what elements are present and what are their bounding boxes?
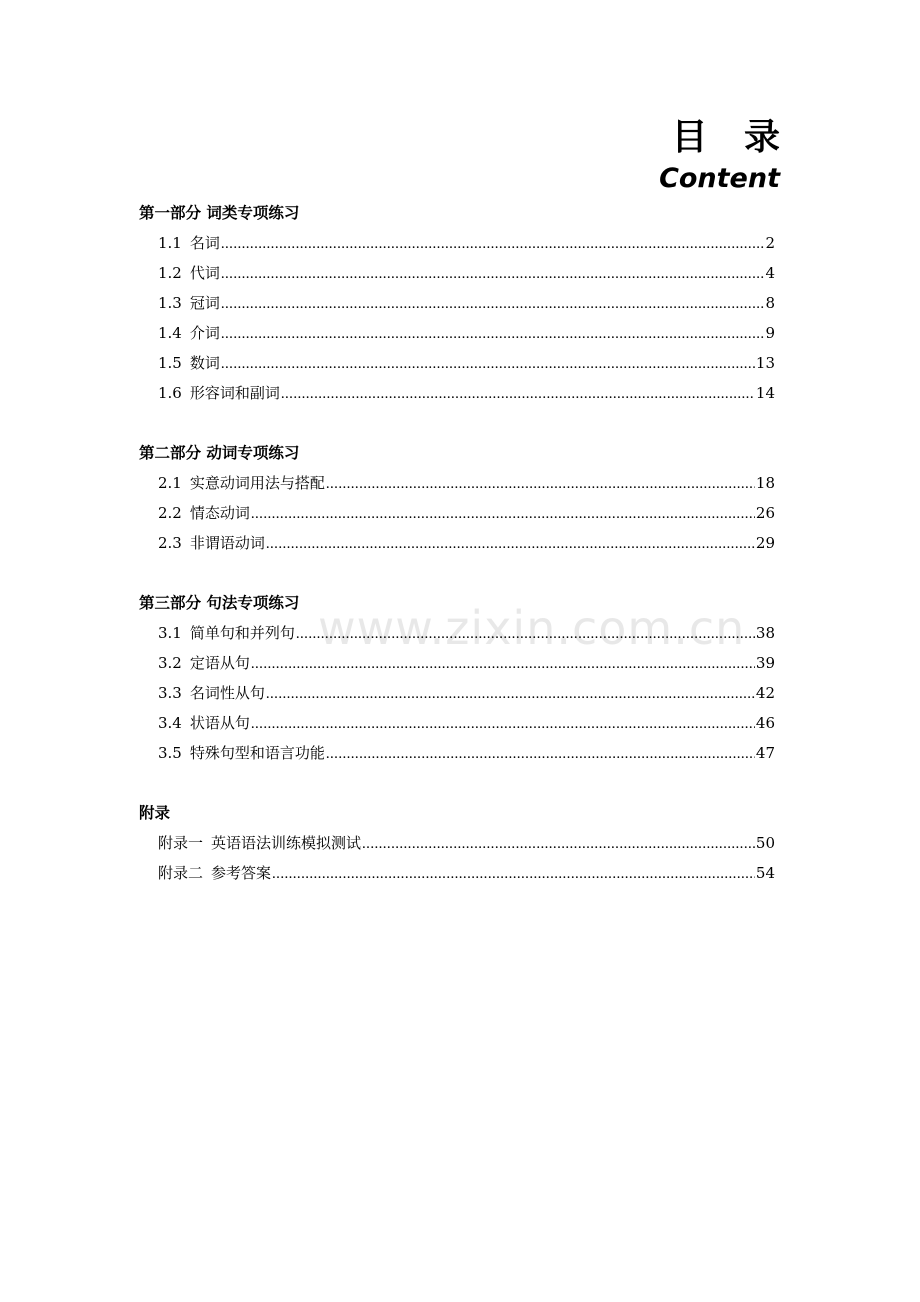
- section-gap: [139, 768, 775, 798]
- toc-entry[interactable]: [139, 378, 775, 408]
- entry-number: 2.2: [158, 504, 182, 522]
- dot-leader: [221, 229, 765, 259]
- dot-leader: [326, 469, 755, 499]
- entry-label: 名词: [189, 234, 220, 252]
- entry-label: 数词: [189, 354, 220, 372]
- part-heading: 第一部分 词类专项练习: [139, 204, 300, 222]
- dot-leader: [296, 619, 755, 649]
- entry-number: 1.5: [158, 354, 182, 372]
- entry-label: 特殊句型和语言功能: [189, 744, 325, 762]
- toc-entry[interactable]: [139, 678, 775, 708]
- entry-number: 2.3: [158, 534, 182, 552]
- part-heading: 第二部分 动词专项练习: [139, 444, 300, 462]
- entry-page: 26: [755, 504, 775, 522]
- dot-leader: [251, 499, 755, 529]
- entry-label: 名词性从句: [189, 684, 265, 702]
- toc-entry[interactable]: [139, 528, 775, 558]
- dot-leader: [326, 739, 755, 769]
- entry-number: 附录二: [158, 864, 204, 882]
- entry-label: 介词: [189, 324, 220, 342]
- entry-number: 1.6: [158, 384, 182, 402]
- entry-page: 2: [765, 234, 775, 252]
- table-of-contents: [139, 198, 775, 888]
- part-heading: 附录: [139, 804, 171, 822]
- toc-entry[interactable]: [139, 828, 775, 858]
- toc-entry[interactable]: [139, 618, 775, 648]
- entry-number: 3.3: [158, 684, 182, 702]
- toc-entry[interactable]: [139, 708, 775, 738]
- entry-label: 参考答案: [211, 864, 272, 882]
- entry-label: 实意动词用法与搭配: [189, 474, 325, 492]
- toc-entry[interactable]: [139, 288, 775, 318]
- entry-label: 定语从句: [189, 654, 250, 672]
- toc-entry[interactable]: [139, 348, 775, 378]
- part-heading: 第三部分 句法专项练习: [139, 594, 300, 612]
- entry-label: 形容词和副词: [189, 384, 280, 402]
- dot-leader: [251, 709, 755, 739]
- entry-page: 14: [755, 384, 775, 402]
- entry-page: 47: [755, 744, 775, 762]
- entry-label: 冠词: [189, 294, 220, 312]
- entry-label: 简单句和并列句: [189, 624, 295, 642]
- entry-number: 3.1: [158, 624, 182, 642]
- entry-label: 代词: [189, 264, 220, 282]
- dot-leader: [221, 259, 765, 289]
- toc-entry[interactable]: [139, 468, 775, 498]
- entry-number: 3.4: [158, 714, 182, 732]
- dot-leader: [362, 829, 755, 859]
- dot-leader: [281, 379, 755, 409]
- dot-leader: [266, 679, 755, 709]
- entry-page: 46: [755, 714, 775, 732]
- section-gap: [139, 408, 775, 438]
- entry-number: 附录一: [158, 834, 204, 852]
- entry-page: 38: [755, 624, 775, 642]
- dot-leader: [221, 319, 765, 349]
- entry-label: 非谓语动词: [189, 534, 265, 552]
- entry-number: 2.1: [158, 474, 182, 492]
- entry-label: 英语语法训练模拟测试: [211, 834, 362, 852]
- toc-entry[interactable]: [139, 258, 775, 288]
- watermark: www.zixin.com.cn: [318, 601, 746, 655]
- entry-page: 54: [755, 864, 775, 882]
- dot-leader: [221, 289, 765, 319]
- toc-entry[interactable]: [139, 648, 775, 678]
- dot-leader: [221, 349, 755, 379]
- section-gap: [139, 558, 775, 588]
- page-title: 目 录: [671, 117, 792, 158]
- toc-entry[interactable]: [139, 228, 775, 258]
- entry-number: 1.4: [158, 324, 182, 342]
- toc-entry[interactable]: [139, 858, 775, 888]
- dot-leader: [251, 649, 755, 679]
- entry-page: 8: [765, 294, 775, 312]
- entry-label: 状语从句: [189, 714, 250, 732]
- entry-page: 29: [755, 534, 775, 552]
- dot-leader: [272, 859, 755, 889]
- toc-entry[interactable]: [139, 498, 775, 528]
- page-subtitle: Content: [659, 163, 780, 194]
- entry-page: 4: [765, 264, 775, 282]
- toc-entry[interactable]: [139, 318, 775, 348]
- entry-page: 50: [755, 834, 775, 852]
- entry-page: 9: [765, 324, 775, 342]
- dot-leader: [266, 529, 755, 559]
- entry-number: 3.5: [158, 744, 182, 762]
- entry-page: 18: [755, 474, 775, 492]
- entry-page: 13: [755, 354, 775, 372]
- entry-page: 39: [755, 654, 775, 672]
- entry-number: 1.3: [158, 294, 182, 312]
- toc-entry[interactable]: [139, 738, 775, 768]
- entry-page: 42: [755, 684, 775, 702]
- entry-label: 情态动词: [189, 504, 250, 522]
- entry-number: 1.2: [158, 264, 182, 282]
- entry-number: 3.2: [158, 654, 182, 672]
- entry-number: 1.1: [158, 234, 182, 252]
